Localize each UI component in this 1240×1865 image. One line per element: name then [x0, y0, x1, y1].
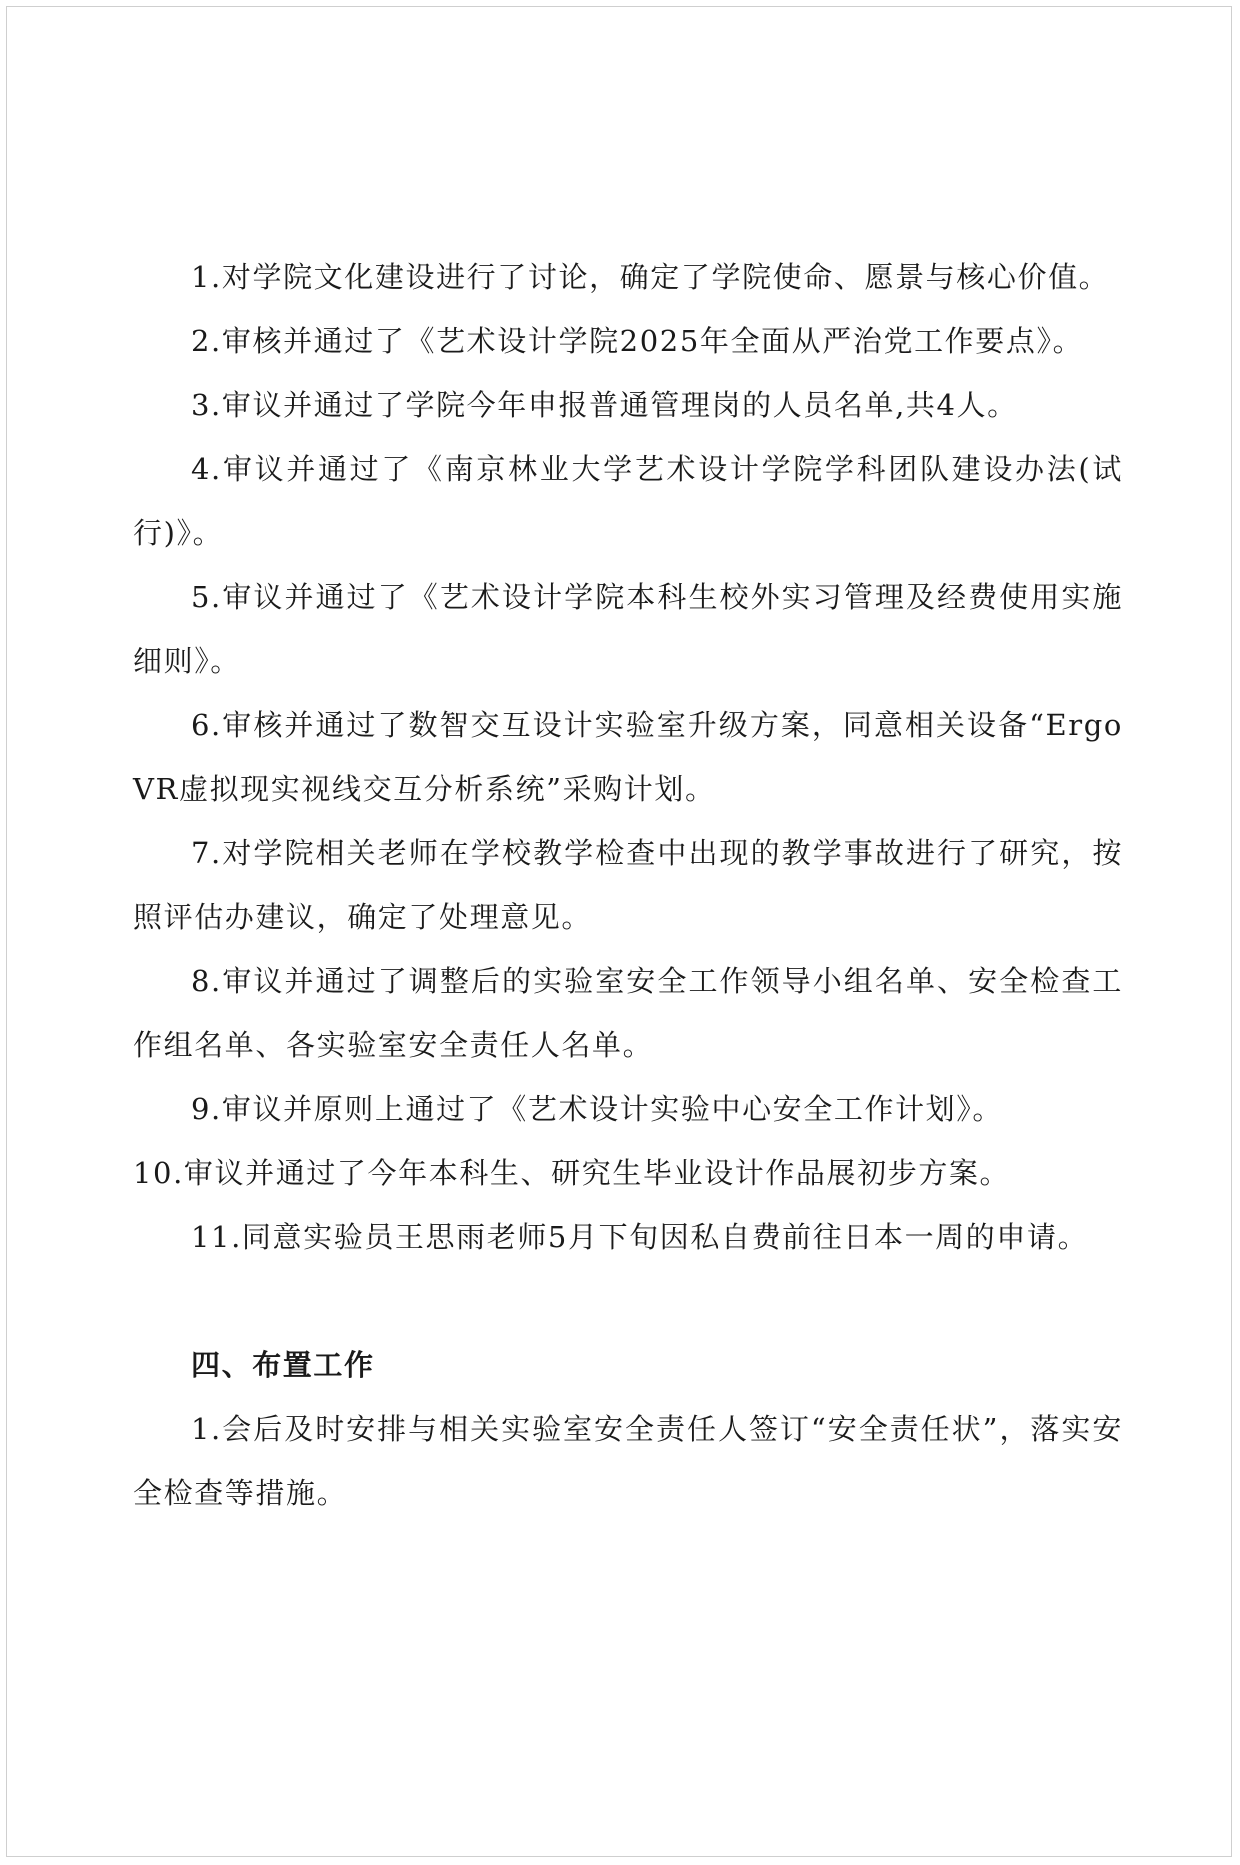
resolution-item-5: 5.审议并通过了《艺术设计学院本科生校外实习管理及经费使用实施细则》。 [133, 580, 1123, 678]
resolution-item-3: 3.审议并通过了学院今年申报普通管理岗的人员名单,共4人。 [191, 388, 1018, 422]
resolution-item-10: 10.审议并通过了今年本科生、研究生毕业设计作品展初步方案。 [133, 1156, 1011, 1190]
resolution-item-2: 2.审核并通过了《艺术设计学院2025年全面从严治党工作要点》。 [191, 324, 1084, 358]
resolution-item-7: 7.对学院相关老师在学校教学检查中出现的教学事故进行了研究，按照评估办建议，确定了处理意见。 [133, 836, 1123, 934]
document-body [133, 245, 1123, 1525]
resolution-item-8: 8.审议并通过了调整后的实验室安全工作领导小组名单、安全检查工作组名单、各实验室安全责任人名单。 [133, 964, 1123, 1062]
document-page [6, 6, 1232, 1857]
resolution-item-4: 4.审议并通过了《南京林业大学艺术设计学院学科团队建设办法(试行)》。 [133, 452, 1123, 550]
resolution-item-6: 6.审核并通过了数智交互设计实验室升级方案，同意相关设备“ErgoVR虚拟现实视线交互分析系统”采购计划。 [133, 708, 1123, 806]
section-heading-arrange-work: 四、布置工作 [191, 1348, 375, 1382]
resolution-item-11: 11.同意实验员王思雨老师5月下旬因私自费前往日本一周的申请。 [191, 1220, 1089, 1254]
arrange-work-item-1: 1.会后及时安排与相关实验室安全责任人签订“安全责任状”，落实安全检查等措施。 [133, 1412, 1123, 1510]
resolution-item-9: 9.审议并原则上通过了《艺术设计实验中心安全工作计划》。 [191, 1092, 1003, 1126]
resolution-item-1: 1.对学院文化建设进行了讨论，确定了学院使命、愿景与核心价值。 [191, 260, 1110, 294]
